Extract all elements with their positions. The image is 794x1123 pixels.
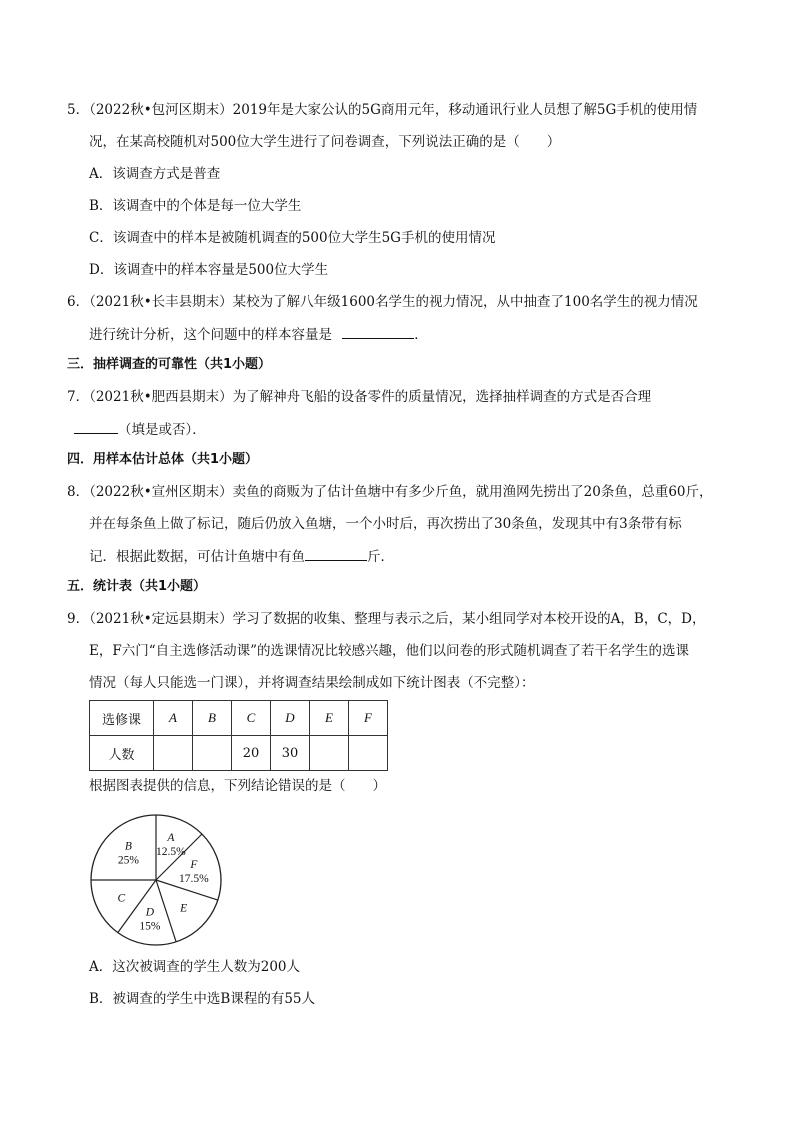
- table-cell: F: [349, 701, 388, 736]
- q9-option-b: B．被调查的学生中选B课程的有55人: [89, 991, 316, 1007]
- q8-line-3: [89, 546, 394, 567]
- table-cell: A: [154, 701, 193, 736]
- table-cell: C: [232, 701, 271, 736]
- q7-answer-blank[interactable]: [74, 419, 118, 434]
- table-cell: [154, 736, 193, 771]
- pie-slice-label: E: [180, 902, 188, 915]
- pie-slice-label: B: [124, 840, 132, 853]
- q7-line-2-text: （填是或否）．: [118, 422, 206, 438]
- pie-slice-label: C: [117, 892, 126, 905]
- section-3-heading: 三．抽样调查的可靠性（共1小题）: [67, 357, 272, 372]
- table-header-row: [90, 701, 388, 736]
- q9-option-a: A．这次被调查的学生人数为200人: [89, 959, 301, 975]
- q6-answer-blank[interactable]: [342, 324, 414, 339]
- q6-line-2: [89, 324, 428, 345]
- q5-option-b: B．该调查中的个体是每一位大学生: [89, 198, 302, 214]
- q5-line-2: 况，在某高校随机对500位大学生进行了问卷调查，下列说法正确的是（ ）: [89, 134, 561, 150]
- table-cell: [349, 736, 388, 771]
- pie-slice-label: F: [190, 858, 198, 871]
- pie-slice-percent: 25%: [117, 854, 139, 867]
- pie-slice-percent: 17.5%: [179, 872, 209, 885]
- q9-line-3: 情况（每人只能选一门课），并将调查结果绘制成如下统计图表（不完整）：: [89, 675, 535, 691]
- pie-slice-label: D: [145, 906, 155, 919]
- table-cell: E: [310, 701, 349, 736]
- statistics-table: [89, 700, 388, 771]
- q9-prompt: 根据图表提供的信息，下列结论错误的是（ ）: [89, 778, 386, 794]
- table-cell: B: [193, 701, 232, 736]
- table-cell: 选修课: [90, 701, 154, 736]
- q5-line-1: 5．（2022秋•包河区期末）2019年是大家公认的5G商用元年，移动通讯行业人员想了解5G手机的使用情: [67, 102, 698, 118]
- pie-slice-label: A: [167, 832, 175, 844]
- table-row: [90, 736, 388, 771]
- section-4-heading: 四．用样本估计总体（共1小题）: [67, 452, 259, 467]
- q8-line-2: 并在每条鱼上做了标记，随后仍放入鱼塘，一个小时后，再次捞出了30条鱼，发现其中有3条带有标: [89, 516, 682, 532]
- pie-slice-percent: 15%: [139, 920, 161, 933]
- q6-line-1: 6．（2021秋•长丰县期末）某校为了解八年级1600名学生的视力情况，从中抽查了100名学生的视力情况: [67, 294, 698, 310]
- q8-line-3-text: 记．根据此数据，可估计鱼塘中有鱼: [89, 549, 305, 565]
- table-cell: [193, 736, 232, 771]
- q8-line-1: 8．（2022秋•宣州区期末）卖鱼的商贩为了估计鱼塘中有多少斤鱼，就用渔网先捞出了20条鱼，总重60斤，: [67, 484, 713, 500]
- q7-line-1: 7．（2021秋•肥西县期末）为了解神舟飞船的设备零件的质量情况，选择抽样调查的方式是否合理: [67, 389, 652, 405]
- section-5-heading: 五．统计表（共1小题）: [67, 579, 207, 594]
- q6-line-2-end: ．: [414, 327, 428, 343]
- table-cell: 人数: [90, 736, 154, 771]
- q8-line-3-end: 斤．: [367, 549, 394, 565]
- q5-option-a: A．该调查方式是普查: [89, 166, 221, 182]
- table-cell: 30: [271, 736, 310, 771]
- pie-slice-percent: 12.5%: [156, 846, 186, 858]
- pie-chart: [88, 812, 224, 948]
- table-cell: 20: [232, 736, 271, 771]
- table-cell: D: [271, 701, 310, 736]
- q9-line-1: 9．（2021秋•定远县期末）学习了数据的收集、整理与表示之后，某小组同学对本校开设的A，B，C，D，: [67, 611, 706, 627]
- q5-option-d: D．该调查中的样本容量是500位大学生: [89, 262, 329, 278]
- q7-line-2: [74, 419, 206, 440]
- table-cell: [310, 736, 349, 771]
- q6-line-2-text: 进行统计分析，这个问题中的样本容量是: [89, 327, 332, 343]
- q5-option-c: C．该调查中的样本是被随机调查的500位大学生5G手机的使用情况: [89, 230, 496, 246]
- q9-line-2: E，F六门“自主选修活动课”的选课情况比较感兴趣，他们以问卷的形式随机调查了若干名学生的选课: [89, 643, 690, 659]
- q8-answer-blank[interactable]: [305, 546, 367, 561]
